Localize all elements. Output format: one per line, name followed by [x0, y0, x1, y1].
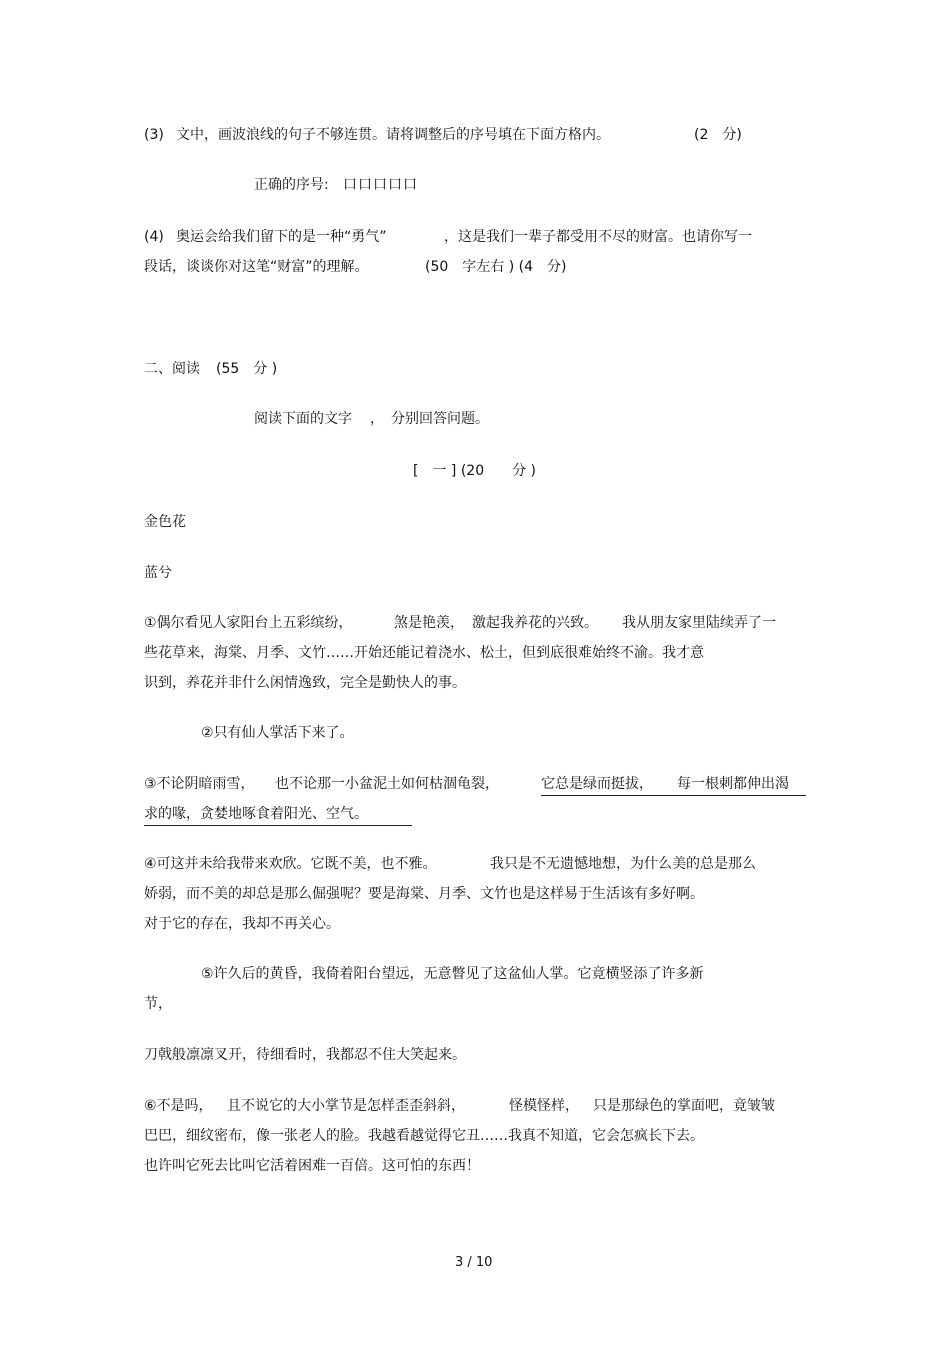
p3-underlined-b: 求的喙，贪婪地啄食着阳光、空气。: [144, 805, 412, 826]
p4-seg-2: 我只是不无遗憾地想，为什么美的总是那么: [490, 856, 756, 872]
p3-seg-1: ③不论阴暗雨雪，: [144, 776, 255, 792]
p5-line-3: 刀戟般凛凛叉开，待细看时，我都忍不住大笑起来。: [144, 1047, 466, 1063]
p3-seg-3: 它总是绿而挺拔，: [541, 776, 653, 792]
q3-answer-boxes: 口口口口口: [343, 177, 418, 193]
p6-seg-3: 怪模怪样，: [509, 1098, 579, 1114]
p1-seg-1: ①偶尔看见人家阳台上五彩缤纷，: [144, 615, 353, 631]
p5-line-1: ⑤许久后的黄昏，我倚着阳台望远，无意瞥见了这盆仙人掌。它竟横竖添了许多新: [201, 966, 704, 982]
q4-number: (4): [144, 229, 164, 245]
p6-seg-1: ⑥不是吗，: [144, 1098, 213, 1114]
p1-seg-2: 煞是艳羡，: [394, 615, 464, 631]
q3-number: (3): [144, 127, 164, 143]
p4-line-2: 娇弱，而不美的却总是那么倔强呢？要是海棠、月季、文竹也是这样易于生活该有多好啊。: [144, 886, 704, 902]
p3-underlined-a: [541, 775, 806, 796]
q4-line2-a: 段话，谈谈你对这笔“财富”的理解。: [144, 259, 369, 275]
p1-seg-4: 我从朋友家里陆续弄了一: [622, 615, 776, 631]
p4-seg-1: ④可这并未给我带来欢欣。它既不美，也不雅。: [144, 856, 437, 872]
section-instruction-a: 阅读下面的文字: [254, 411, 352, 427]
p3-seg-2: 也不论那一小盆泥土如何枯涸龟裂，: [275, 776, 499, 792]
part-heading: [ 一 ] (20 分 ): [413, 463, 537, 479]
p6-line-2: 巴巴，细纹密布，像一张老人的脸。我越看越觉得它丑……我真不知道，它会怎疯长下去。: [144, 1128, 704, 1144]
q4-text-b: ，这是我们一辈子都受用不尽的财富。也请你写一: [444, 229, 752, 245]
p1-line-3: 识到，养花并非什么闲情逸致，完全是勤快人的事。: [144, 675, 466, 691]
article-author: 蓝兮: [144, 565, 172, 581]
q4-line2-b: (50 字左右 ) (4 分): [425, 259, 567, 275]
article-title: 金色花: [144, 514, 186, 530]
p6-seg-4: 只是那绿色的掌面吧，竟皱皱: [593, 1098, 775, 1114]
page-number: 3 / 10: [455, 1255, 493, 1270]
p5-line-2: 节，: [144, 996, 172, 1012]
p1-seg-3: 激起我养花的兴致。: [472, 615, 598, 631]
p2: ②只有仙人掌活下来了。: [201, 725, 354, 741]
q3-text: 文中，画波浪线的句子不够连贯。请将调整后的序号填在下面方格内。: [176, 127, 610, 143]
q3-answer-label: 正确的序号:: [254, 177, 329, 193]
section-title: 二、阅读: [144, 361, 200, 377]
p3-seg-4: 每一根刺都伸出渴: [677, 776, 789, 792]
p1-line-2: 些花草来，海棠、月季、文竹……开始还能记着浇水、松土，但到底很难始终不渝。我才意: [144, 645, 704, 661]
q3-points: (2 分): [694, 127, 742, 143]
q4-text-a: 奥运会给我们留下的是一种“勇气”: [176, 229, 387, 245]
p6-line-3: 也许叫它死去比叫它活着困难一百倍。这可怕的东西！: [144, 1158, 480, 1174]
section-instruction-b: ， 分别回答问题。: [370, 411, 489, 427]
p4-line-3: 对于它的存在，我却不再关心。: [144, 916, 340, 932]
p6-seg-2: 且不说它的大小掌节是怎样歪歪斜斜，: [227, 1098, 465, 1114]
section-points: (55 分 ): [216, 361, 278, 377]
